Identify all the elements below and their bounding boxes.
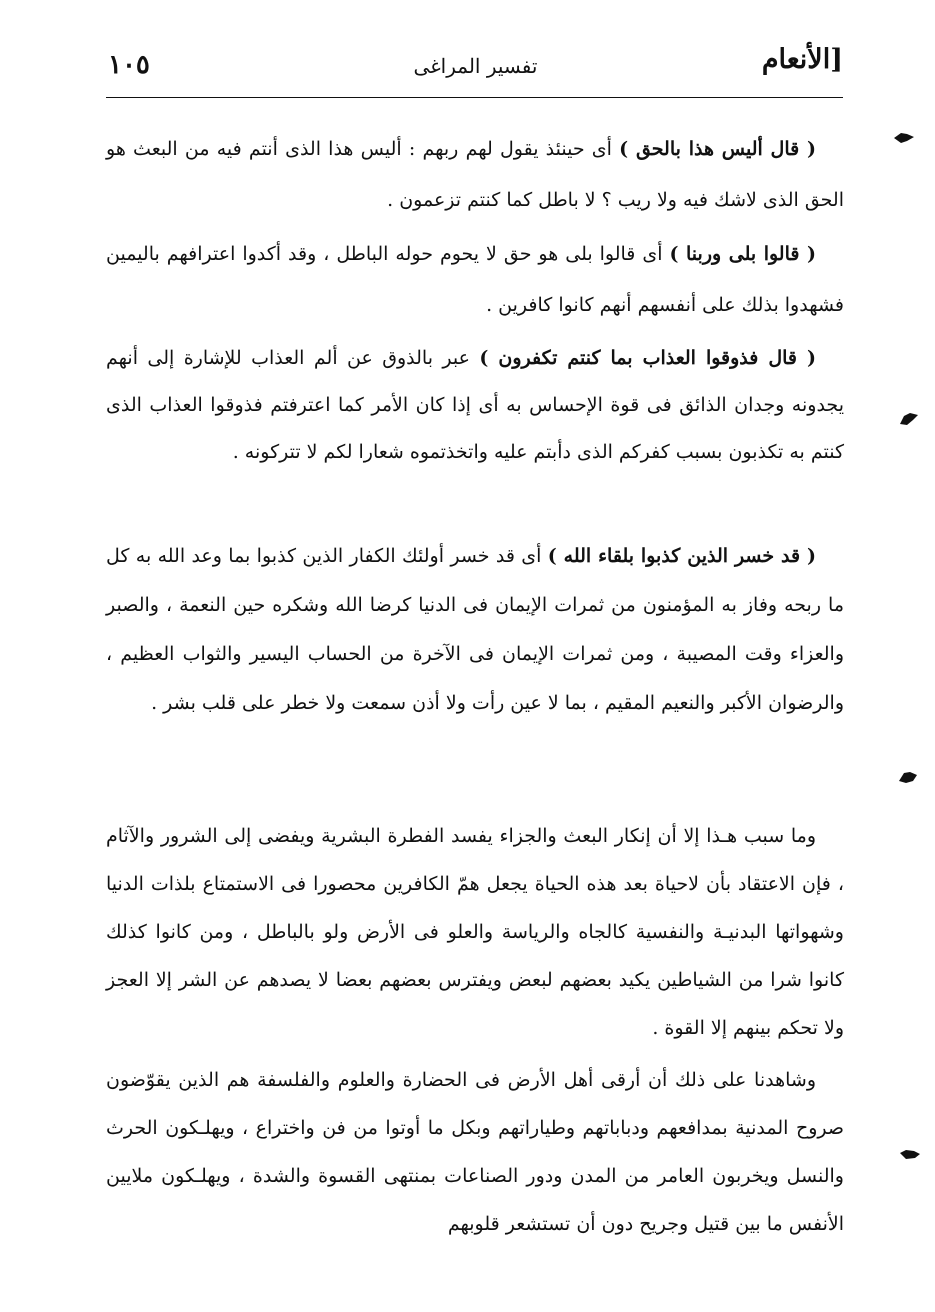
book-title: تفسير المراغى xyxy=(413,54,538,78)
commentary-text: أى قالوا بلى هو حق لا يحوم حوله الباطل ، وقد أكدوا اعترافهم باليمين فشهدوا بذلك على أنفسهم أنهم كانوا كافرين . xyxy=(106,243,844,316)
paragraph xyxy=(106,532,844,728)
paragraph xyxy=(106,229,844,331)
page-header xyxy=(108,38,843,96)
paragraph xyxy=(106,812,844,1052)
paragraph xyxy=(106,1056,844,1248)
header-divider xyxy=(106,97,843,98)
surah-name: [الأنعام xyxy=(761,44,843,75)
verse-quote: ( قالوا بلى وربنا ) xyxy=(669,243,816,265)
paragraph xyxy=(106,335,844,476)
commentary-text: أى حينئذ يقول لهم ربهم : أليس هذا الذى أنتم فيه من البعث هو الحق الذى لاشك فيه ولا ريب ؟ لا باطل كما كنتم تزعمون . xyxy=(106,138,844,211)
commentary-text: وما سبب هـذا إلا أن إنكار البعث والجزاء يفسد الفطرة البشرية ويفضى إلى الشرور والآثام ، فإن الاعتقاد بأن لاحياة بعد هذه الحياة يجعل همّ الكافرين محصورا فى الاستمتاع بلذات الدنيا وشهواتها البدنيـة والنفسية كالجاه والرياسة والعلو فى الأرض ولو بالباطل ، ومن كانوا كذلك كانوا شرا من الشياطين يكيد بعضهم لبعض ويفترس بعضهم بعضا لا يصدهم عن الشر إلا العجز ولا تحكم بينهم إلا القوة . xyxy=(106,825,844,1039)
paragraph xyxy=(106,124,844,226)
commentary-text: عبر بالذوق عن ألم العذاب للإشارة إلى أنهم يجدونه وجدان الذائق فى قوة الإحساس به أى إذا كان الأمر كما اعترفتم فذوقوا العذاب الذى كنتم به تكذبون بسبب كفركم الذى دأبتم عليه واتخذتموه شعارا لكم لا تتركونه . xyxy=(106,347,844,463)
commentary-text: وشاهدنا على ذلك أن أرقى أهل الأرض فى الحضارة والعلوم والفلسفة هم الذين يقوّضون صروح المدنية بمدافعهم ودباباتهم وطياراتهم وبكل ما أوتوا من فن واختراع ، ويهلـكون الحرث والنسل ويخربون العامر من المدن ودور الصناعات بمنتهى القسوة والشدة ، ويهلـكون ملايين الأنفس ما بين قتيل وجريح دون أن تستشعر قلوبهم xyxy=(106,1069,844,1235)
commentary-text: أى قد خسر أولئك الكفار الذين كذبوا بما وعد الله به كل ما ربحه وفاز به المؤمنون من ثمرات الإيمان فى الدنيا كرضا الله وشكره حين النعمة ، والصبر والعزاء وقت المصيبة ، ومن ثمرات الإيمان فى الآخرة من الحساب اليسير والثواب العظيم ، والرضوان الأكبر والنعيم المقيم ، بما لا عين رأت ولا أذن سمعت ولا خطر على قلب بشر . xyxy=(106,545,844,714)
verse-marker-icon xyxy=(897,770,919,784)
verse-quote: ( قال أليس هذا بالحق ) xyxy=(619,138,816,160)
verse-quote: ( قد خسر الذين كذبوا بلقاء الله ) xyxy=(547,545,816,567)
verse-marker-icon xyxy=(893,131,915,145)
verse-marker-icon xyxy=(899,1148,921,1162)
verse-marker-icon xyxy=(898,412,920,426)
verse-quote: ( قال فذوقوا العذاب بما كنتم تكفرون ) xyxy=(479,347,816,369)
page-number: ١٠٥ xyxy=(108,50,150,80)
